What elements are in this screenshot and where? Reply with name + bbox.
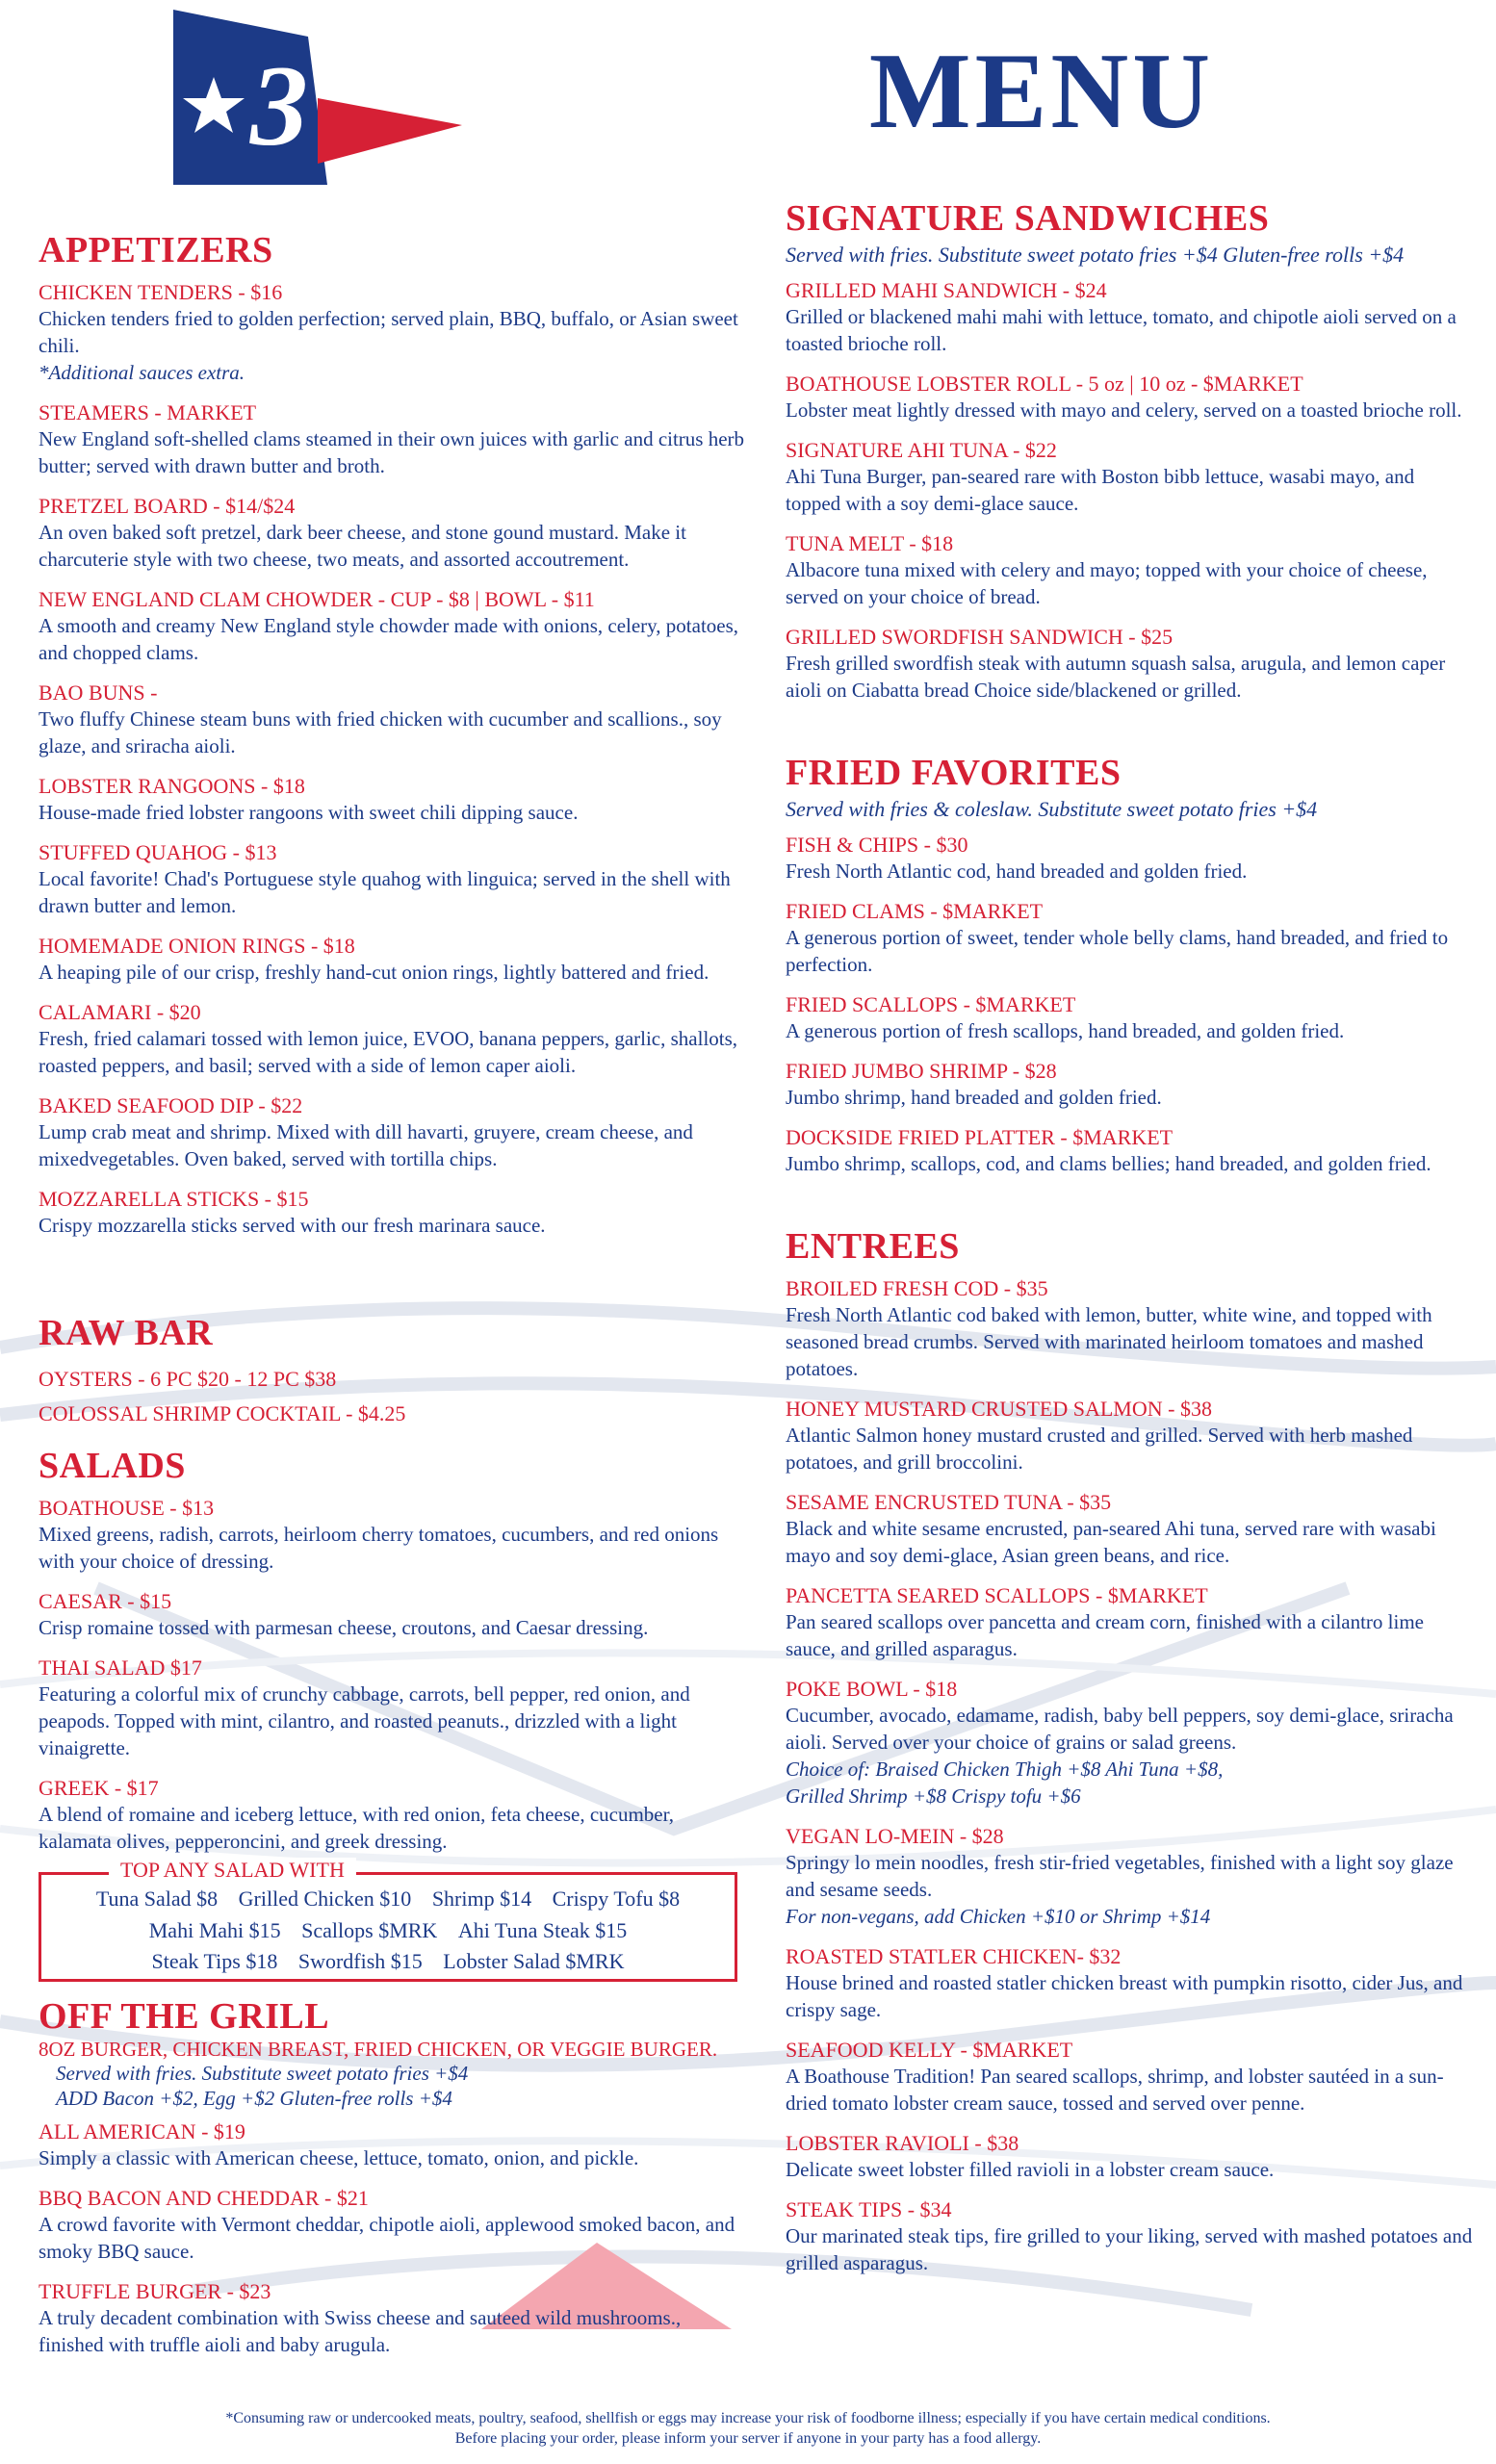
menu-item-name: STUFFED QUAHOG - $13 [39,840,277,864]
menu-item-name: BROILED FRESH COD - $35 [786,1276,1048,1300]
menu-item [786,277,1474,357]
salads-heading: SALADS [39,1446,186,1486]
addon-item: Shrimp $14 [431,1886,532,1911]
menu-item [39,493,751,573]
grill-note: Served with fries. Substitute sweet potato fries +$4 [56,2062,469,2085]
menu-title: MENU [868,32,1215,151]
menu-item-name: LOBSTER RANGOONS - $18 [39,774,305,798]
menu-item [786,437,1474,517]
menu-item [786,2196,1474,2276]
menu-item [39,773,751,826]
menu-item-description: Featuring a colorful mix of crunchy cabbage, carrots, bell pepper, red onion, and peapods. Topped with mint, cilantro, and roasted peanuts., drizzled with a light vinaigrette. [39,1682,690,1759]
menu-item-description: An oven baked soft pretzel, dark beer cheese, and stone gound mustard. Make it charcuterie style with two cheese, two meats, and assorted accoutrement. [39,521,686,571]
menu-item-description: A heaping pile of our crisp, freshly hand-cut onion rings, lightly battered and fried. [39,961,709,984]
menu-item [39,2118,751,2171]
menu-item-description: A smooth and creamy New England style chowder made with onions, celery, potatoes, and chopped clams. [39,614,739,664]
menu-item-description: Albacore tuna mixed with celery and mayo; topped with your choice of cheese, served on your choice of bread. [786,558,1428,608]
menu-item [39,933,751,986]
menu-item [39,1775,751,1855]
menu-item-name: ALL AMERICAN - $19 [39,2119,245,2143]
addon-item: Crispy Tofu $8 [552,1886,681,1911]
menu-item-name: CHICKEN TENDERS - $16 [39,280,283,304]
menu-item [39,1186,751,1239]
menu-item [39,1588,751,1641]
menu-item-description: Fresh grilled swordfish steak with autumn squash salsa, arugula, and lemon caper aioli on Ciabatta bread Choice side/blackened or grilled. [786,652,1446,702]
menu-item-description: Black and white sesame encrusted, pan-seared Ahi tuna, served rare with wasabi mayo and soy demi-glace, Asian green beans, and rice. [786,1517,1436,1567]
menu-item-name: POKE BOWL - $18 [786,1677,958,1701]
menu-item-name: SESAME ENCRUSTED TUNA - $35 [786,1490,1112,1514]
menu-item-choice2: Grilled Shrimp +$8 Crispy tofu +$6 [786,1784,1081,1808]
menu-item [786,832,1474,885]
menu-item [786,371,1474,424]
menu-item-description: House brined and roasted statler chicken breast with pumpkin risotto, cider Jus, and crispy sage. [786,1971,1463,2021]
salads-list [39,1495,751,1855]
salad-addons-title: TOP ANY SALAD WITH [109,1858,356,1883]
menu-item-description: Crisp romaine tossed with parmesan cheese, croutons, and Caesar dressing. [39,1616,649,1639]
addon-item: Lobster Salad $MRK [443,1949,625,1973]
menu-item-description: Crispy mozzarella sticks served with our fresh marinara sauce. [39,1214,546,1237]
fried-list [786,832,1474,1177]
menu-item-description: Cucumber, avocado, edamame, radish, baby bell peppers, soy demi-glace, sriracha aioli. Served over your choice of grains or salad greens. [786,1704,1454,1754]
menu-item-name: MOZZARELLA STICKS - $15 [39,1187,309,1211]
boathouse-logo [173,10,462,185]
entrees-list [786,1275,1474,2276]
menu-item-description: New England soft-shelled clams steamed in their own juices with garlic and citrus herb butter; served with drawn butter and broth. [39,427,745,477]
entrees-heading: ENTREES [786,1226,960,1267]
addons-row [41,1886,735,1912]
addon-item: Scallops $MRK [301,1918,438,1942]
menu-item-name: HONEY MUSTARD CRUSTED SALMON - $38 [786,1397,1212,1421]
menu-item-name: GREEK - $17 [39,1776,159,1800]
menu-item-name: HOMEMADE ONION RINGS - $18 [39,934,355,958]
menu-item [786,1124,1474,1177]
menu-item-description: Fresh North Atlantic cod baked with lemon, butter, white wine, and topped with seasoned bread crumbs. Served with marinated heirloom tomatoes and mashed potatoes. [786,1303,1432,1380]
left-column [39,229,751,2372]
menu-item [39,1495,751,1575]
menu-item-description: Jumbo shrimp, scallops, cod, and clams bellies; hand breaded, and golden fried. [786,1152,1432,1175]
menu-item [39,279,751,386]
menu-item-name: BBQ BACON AND CHEDDAR - $21 [39,2186,369,2210]
sandwiches-list [786,277,1474,704]
appetizers-heading: APPETIZERS [39,230,273,270]
sandwiches-heading: SIGNATURE SANDWICHES [786,198,1270,239]
menu-item-name: PRETZEL BOARD - $14/$24 [39,494,296,518]
menu-item-name: GRILLED SWORDFISH SANDWICH - $25 [786,625,1174,649]
menu-item-name: BOATHOUSE LOBSTER ROLL - 5 oz | 10 oz - $MARKET [786,372,1303,396]
menu-item-choice1: For non-vegans, add Chicken +$10 or Shrimp +$14 [786,1905,1211,1928]
menu-item-description: Pan seared scallops over pancetta and cream corn, finished with a cilantro lime sauce, and grilled asparagus. [786,1610,1424,1660]
menu-item-description: House-made fried lobster rangoons with sweet chili dipping sauce. [39,801,579,824]
menu-item-name: PANCETTA SEARED SCALLOPS - $MARKET [786,1583,1208,1607]
menu-item-description: Fresh North Atlantic cod, hand breaded and golden fried. [786,860,1248,883]
menu-item-name: NEW ENGLAND CLAM CHOWDER - CUP - $8 | BOWL - $11 [39,587,595,611]
menu-item-name: GRILLED MAHI SANDWICH - $24 [786,278,1107,302]
menu-item-name: THAI SALAD $17 [39,1656,202,1680]
menu-item-name: TRUFFLE BURGER - $23 [39,2279,271,2303]
menu-item [786,991,1474,1044]
menu-item-description: Our marinated steak tips, fire grilled to your liking, served with mashed potatoes and grilled asparagus. [786,2224,1473,2274]
menu-item-name: CALAMARI - $20 [39,1000,201,1024]
menu-item-name: TUNA MELT - $18 [786,531,954,555]
menu-item-name: SIGNATURE AHI TUNA - $22 [786,438,1057,462]
addon-item: Swordfish $15 [297,1949,423,1973]
menu-item-name: BOATHOUSE - $13 [39,1496,215,1520]
grill-note: ADD Bacon +$2, Egg +$2 Gluten-free rolls +$4 [56,2087,452,2110]
menu-item [39,680,751,759]
menu-item-description: Springy lo mein noodles, fresh stir-fried vegetables, finished with a light soy glaze and sesame seeds. [786,1851,1454,1901]
menu-item-description: A truly decadent combination with Swiss cheese and sauteed wild mushrooms., finished with truffle aioli and baby arugula. [39,2306,682,2356]
fried-note: Served with fries & coleslaw. Substitute sweet potato fries +$4 [786,797,1318,821]
svg-text:3: 3 [250,41,308,169]
menu-item-description: Grilled or blackened mahi mahi with lettuce, tomato, and chipotle aioli served on a toasted brioche roll. [786,305,1457,355]
addons-row [41,1949,735,1974]
menu-item-description: Simply a classic with American cheese, lettuce, tomato, onion, and pickle. [39,2146,639,2169]
menu-item-description: Atlantic Salmon honey mustard crusted and grilled. Served with herb mashed potatoes, and grill broccolini. [786,1424,1413,1474]
menu-item [786,2130,1474,2183]
menu-item-description: Chicken tenders fried to golden perfection; served plain, BBQ, buffalo, or Asian sweet chili. [39,307,738,357]
menu-item-name: FRIED CLAMS - $MARKET [786,899,1044,923]
menu-item [786,530,1474,610]
menu-item-name: CAESAR - $15 [39,1589,172,1613]
menu-item-name: FRIED SCALLOPS - $MARKET [786,992,1076,1016]
raw-bar-heading: RAW BAR [39,1313,214,1353]
menu-item [786,1275,1474,1382]
menu-item [786,624,1474,704]
salad-addons-box [39,1858,737,1982]
menu-item-name: FRIED JUMBO SHRIMP - $28 [786,1059,1057,1083]
addon-item: Steak Tips $18 [151,1949,278,1973]
off-the-grill-heading: OFF THE GRILL [39,1996,330,2037]
allergy-disclaimer [0,2408,1496,2449]
menu-item [39,586,751,666]
raw-bar-shrimp: COLOSSAL SHRIMP COCKTAIL - $4.25 [39,1401,406,1425]
menu-item-name: LOBSTER RAVIOLI - $38 [786,2131,1019,2155]
disclaimer-line: *Consuming raw or undercooked meats, poultry, seafood, shellfish or eggs may increase your risk of foodborne illness; especially if you have certain medical conditions. [225,2410,1271,2426]
menu-item [39,399,751,479]
menu-item-name: ROASTED STATLER CHICKEN- $32 [786,1944,1122,1968]
menu-item [786,1676,1474,1810]
menu-item [39,2278,751,2358]
menu-item-description: Fresh, fried calamari tossed with lemon juice, EVOO, banana peppers, garlic, shallots, roasted peppers, and basil; served with a side of lemon caper aioli. [39,1027,738,1077]
right-column [786,197,1474,2290]
menu-item-description: Ahi Tuna Burger, pan-seared rare with Boston bibb lettuce, wasabi mayo, and topped with a soy demi-glace sauce. [786,465,1415,515]
menu-item-description: A Boathouse Tradition! Pan seared scallops, shrimp, and lobster sautéed in a sun-dried tomato lobster cream sauce, tossed and served over penne. [786,2065,1444,2115]
menu-item [786,1823,1474,1930]
menu-item-name: STEAK TIPS - $34 [786,2197,952,2221]
menu-item [786,1489,1474,1569]
grill-list [39,2118,751,2358]
menu-item [39,1655,751,1761]
menu-item-description: A generous portion of sweet, tender whole belly clams, hand breaded, and fried to perfection. [786,926,1449,976]
menu-item [39,999,751,1079]
menu-item-description: Lobster meat lightly dressed with mayo and celery, served on a toasted brioche roll. [786,398,1462,422]
menu-item-note: *Additional sauces extra. [39,361,245,384]
menu-item-choice1: Choice of: Braised Chicken Thigh +$8 Ahi Tuna +$8, [786,1758,1224,1781]
menu-item-description: A generous portion of fresh scallops, hand breaded, and golden fried. [786,1019,1345,1042]
menu-item-description: Local favorite! Chad's Portuguese style quahog with linguica; served in the shell with drawn butter and lemon. [39,867,731,917]
menu-item-name: BAO BUNS - [39,680,158,705]
menu-item-name: STEAMERS - MARKET [39,400,257,424]
addons-row [41,1918,735,1943]
menu-item [39,839,751,919]
menu-item-name: VEGAN LO-MEIN - $28 [786,1824,1004,1848]
menu-item-description: A blend of romaine and iceberg lettuce, with red onion, feta cheese, cucumber, kalamata olives, pepperoncini, and greek dressing. [39,1803,675,1853]
menu-item [786,1943,1474,2023]
fried-heading: FRIED FAVORITES [786,753,1122,793]
sandwiches-note: Served with fries. Substitute sweet potato fries +$4 Gluten-free rolls +$4 [786,243,1405,267]
menu-item-name: SEAFOOD KELLY - $MARKET [786,2038,1073,2062]
menu-item-description: Delicate sweet lobster filled ravioli in a lobster cream sauce. [786,2158,1275,2181]
menu-item-description: Mixed greens, radish, carrots, heirloom cherry tomatoes, cucumbers, and red onions with your choice of dressing. [39,1523,719,1573]
menu-item-description: Two fluffy Chinese steam buns with fried chicken with cucumber and scallions., soy glaze, and sriracha aioli. [39,707,722,757]
menu-item [786,2037,1474,2117]
menu-item [39,1092,751,1172]
menu-item-description: Lump crab meat and shrimp. Mixed with dill havarti, gruyere, cream cheese, and mixedvegetables. Oven baked, served with tortilla chips. [39,1120,693,1170]
menu-item-description: Jumbo shrimp, hand breaded and golden fried. [786,1086,1162,1109]
menu-item [786,1396,1474,1476]
grill-subtitle: 8OZ BURGER, CHICKEN BREAST, FRIED CHICKEN, OR VEGGIE BURGER. [39,2038,718,2061]
addon-item: Tuna Salad $8 [95,1886,219,1911]
menu-item-name: DOCKSIDE FRIED PLATTER - $MARKET [786,1125,1174,1149]
menu-item-name: FISH & CHIPS - $30 [786,833,968,857]
disclaimer-line: Before placing your order, please inform your server if anyone in your party has a food allergy. [454,2430,1042,2447]
menu-item [786,1582,1474,1662]
addon-item: Ahi Tuna Steak $15 [457,1918,628,1942]
menu-item-name: BAKED SEAFOOD DIP - $22 [39,1093,303,1117]
menu-item [786,1058,1474,1111]
addon-item: Mahi Mahi $15 [148,1918,281,1942]
appetizers-list [39,279,751,1239]
menu-item-description: A crowd favorite with Vermont cheddar, chipotle aioli, applewood smoked bacon, and smoky BBQ sauce. [39,2213,735,2263]
addon-item: Grilled Chicken $10 [238,1886,412,1911]
raw-bar-oysters: OYSTERS - 6 PC $20 - 12 PC $38 [39,1367,337,1391]
menu-item [39,2185,751,2265]
menu-item [786,898,1474,978]
